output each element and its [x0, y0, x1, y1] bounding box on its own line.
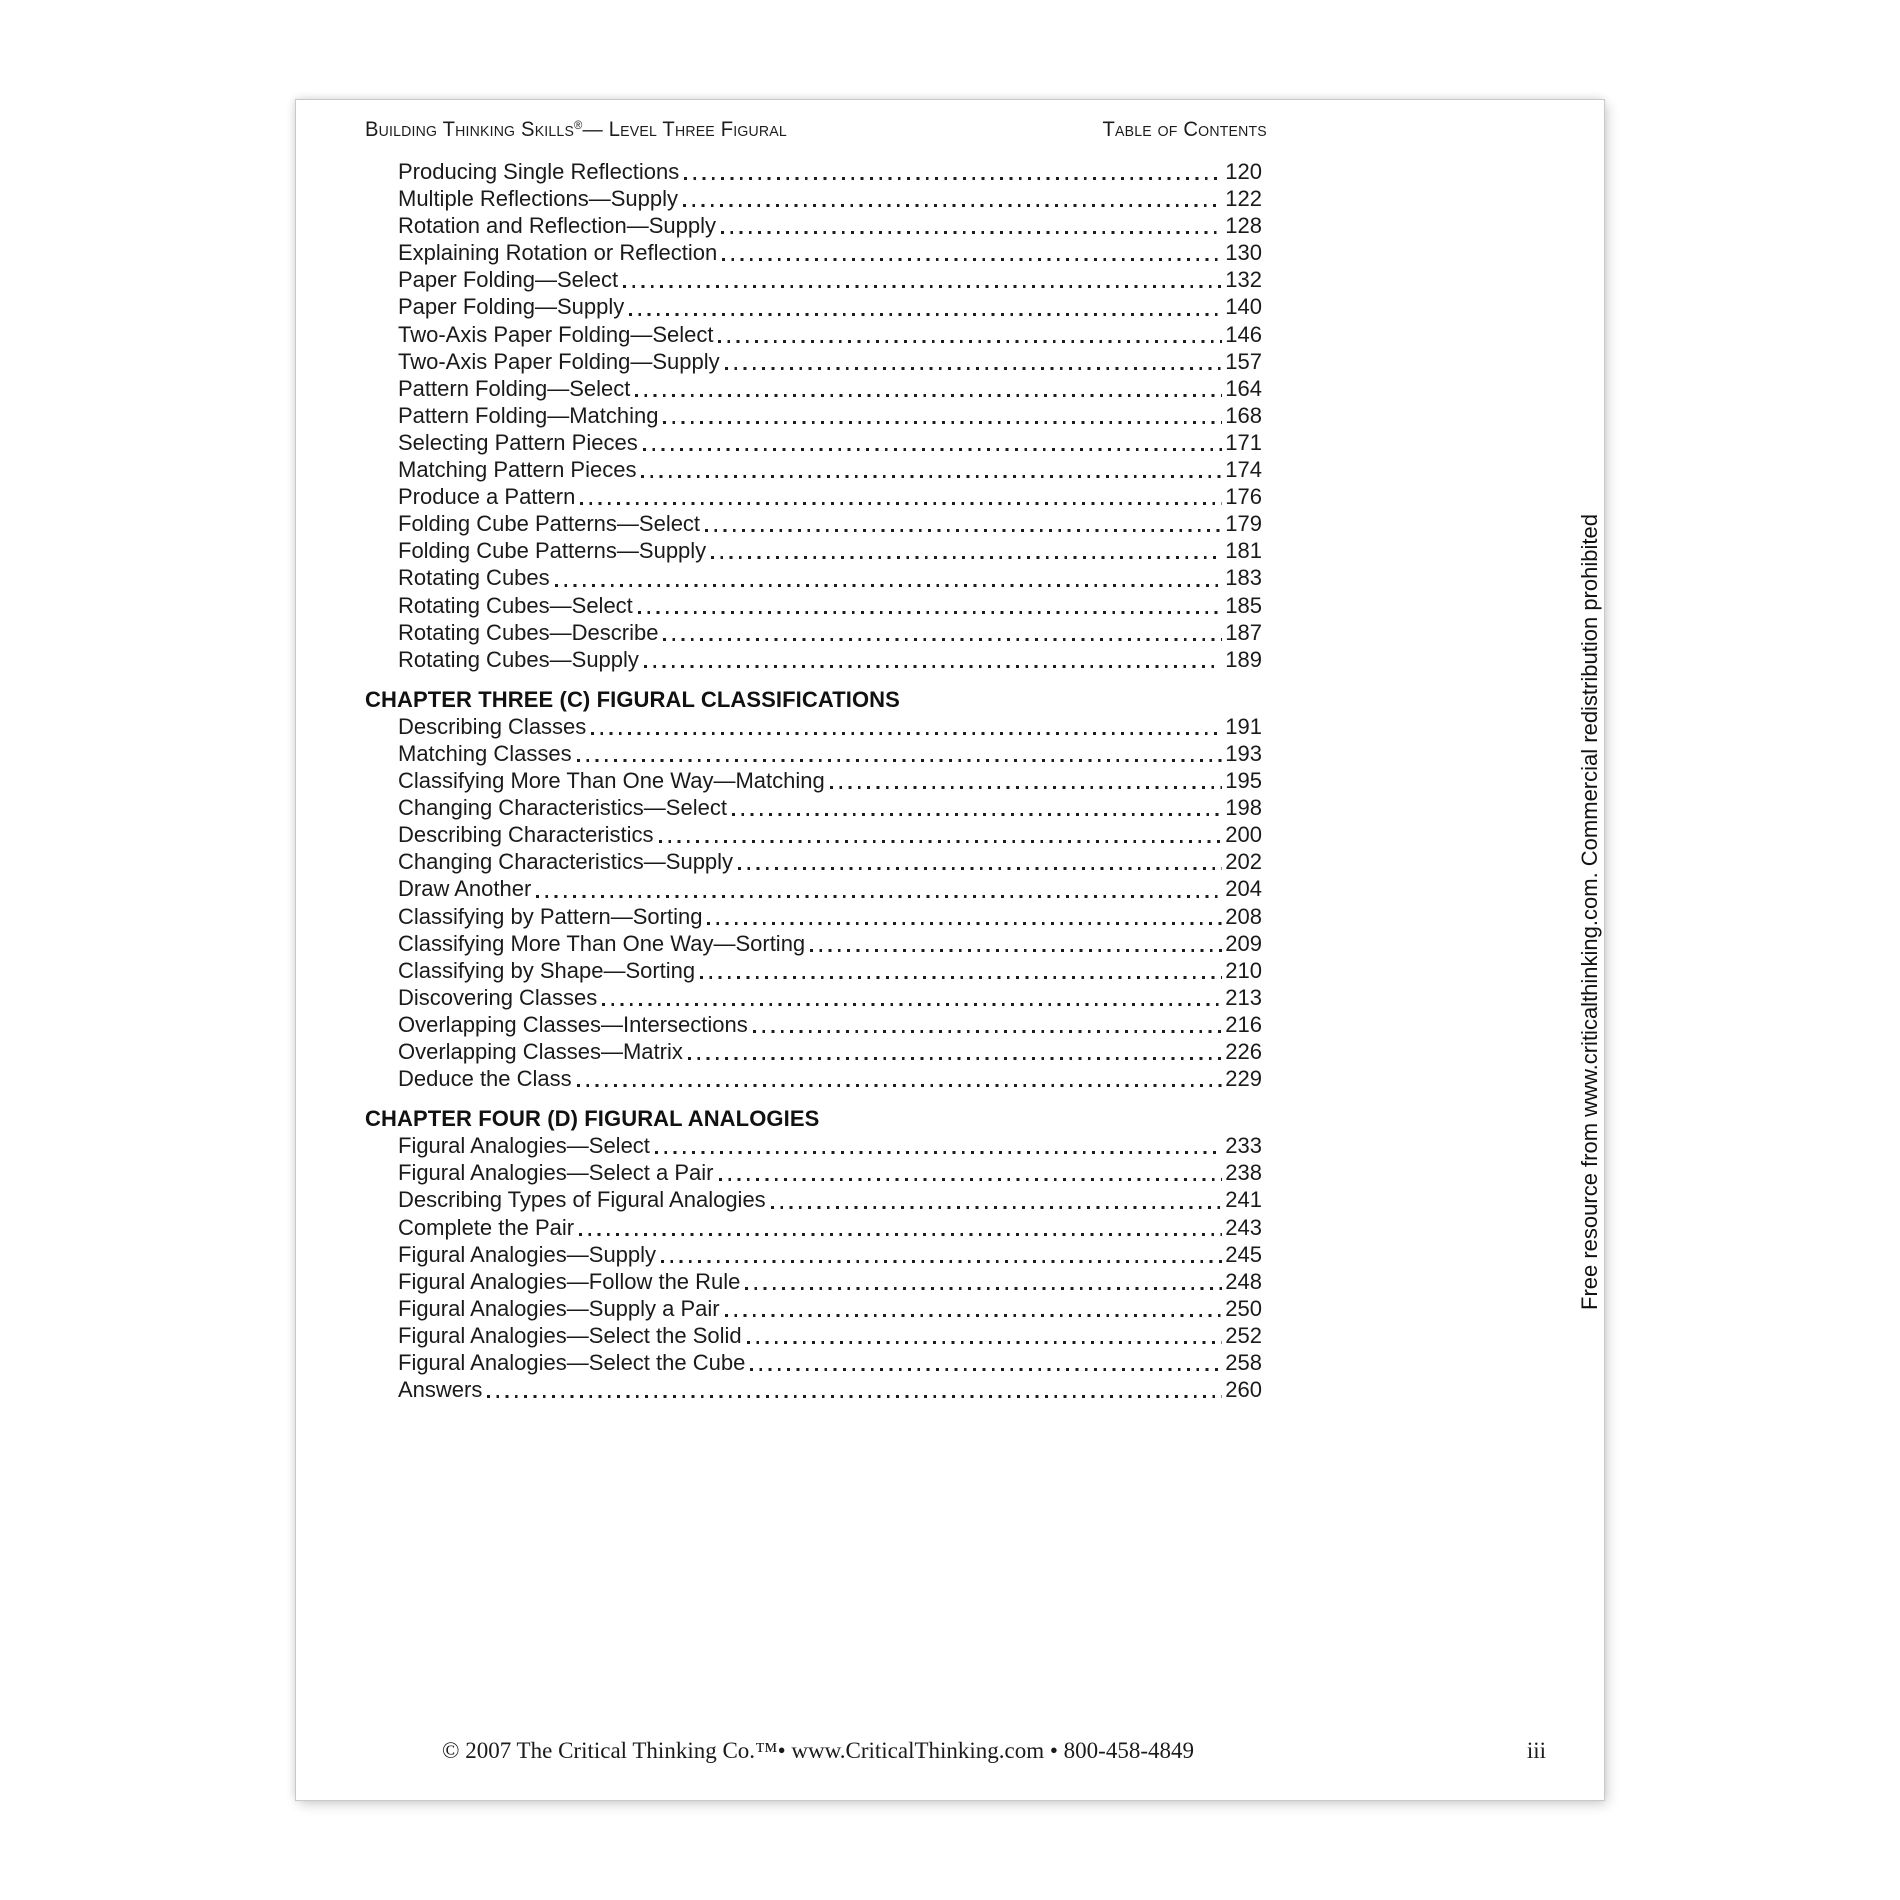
dot-leader: [555, 584, 1223, 587]
toc-entry-page: 164: [1225, 375, 1262, 401]
toc-entry: [365, 713, 1262, 740]
dot-leader: [722, 258, 1222, 261]
rights-notice-vertical: Free resource from www.criticalthinking.com. Commercial redistribution prohibited: [1577, 514, 1602, 1311]
toc-entry: [365, 1349, 1262, 1376]
header-book-title-rest: — Level Three Figural: [582, 117, 787, 141]
toc-entry: [365, 293, 1262, 320]
toc-entry: [365, 1186, 1262, 1213]
dot-leader: [641, 475, 1222, 478]
toc-entry: [365, 984, 1262, 1011]
toc-entry-title: Rotating Cubes—Supply: [398, 646, 639, 672]
dot-leader: [577, 759, 1223, 762]
toc-entry-page: 200: [1225, 822, 1262, 848]
toc-entry-page: 250: [1225, 1295, 1262, 1321]
dot-leader: [719, 1178, 1223, 1181]
toc-entry-title: Two-Axis Paper Folding—Supply: [398, 348, 720, 374]
toc-entry: [365, 957, 1262, 984]
dot-leader: [707, 922, 1222, 925]
toc-entry-title: Matching Pattern Pieces: [398, 457, 637, 483]
dot-leader: [487, 1395, 1222, 1398]
toc-entry: [365, 1322, 1262, 1349]
toc-entry-title: Multiple Reflections—Supply: [398, 186, 679, 212]
header-book-title-main: Building Thinking Skills: [365, 117, 575, 141]
toc-entry-page: 132: [1225, 267, 1262, 293]
dot-leader: [623, 285, 1222, 288]
toc-entry-title: Figural Analogies—Select the Solid: [398, 1322, 742, 1348]
toc-entry-title: Deduce the Class: [398, 1066, 572, 1092]
toc-entry-title: Explaining Rotation or Reflection: [398, 240, 718, 266]
toc-entry: [365, 1214, 1262, 1241]
header-book-title: [365, 112, 787, 142]
toc-entry-title: Selecting Pattern Pieces: [398, 429, 638, 455]
toc-entry: [365, 1065, 1262, 1092]
chapter-heading: CHAPTER THREE (C) FIGURAL CLASSIFICATIONS: [365, 686, 900, 712]
dot-leader: [747, 1341, 1223, 1344]
dot-leader: [663, 638, 1222, 641]
toc-entry-title: Classifying by Shape—Sorting: [398, 957, 696, 983]
dot-leader: [579, 1233, 1222, 1236]
toc-entry: [365, 821, 1262, 848]
toc-entry-title: Figural Analogies—Follow the Rule: [398, 1268, 741, 1294]
toc-entry-page: 202: [1225, 849, 1262, 875]
toc-entry-page: 171: [1225, 429, 1262, 455]
toc-entry-page: 243: [1225, 1214, 1262, 1240]
toc-entry: [365, 239, 1262, 266]
dot-leader: [810, 949, 1222, 952]
toc-entry-page: 216: [1225, 1011, 1262, 1037]
toc-entry: [365, 646, 1262, 673]
toc-entry: [365, 848, 1262, 875]
toc-entry-title: Figural Analogies—Select a Pair: [398, 1160, 714, 1186]
toc-entry-title: Rotation and Reflection—Supply: [398, 213, 716, 239]
toc-entry: [365, 875, 1262, 902]
toc-entry: [365, 740, 1262, 767]
toc-entry: [365, 903, 1262, 930]
toc-entry-title: Folding Cube Patterns—Supply: [398, 538, 707, 564]
toc-entry: [365, 429, 1262, 456]
dot-leader: [661, 1260, 1222, 1263]
dot-leader: [753, 1030, 1223, 1033]
footer-page-number: iii: [1526, 1738, 1546, 1763]
toc-entry-page: 122: [1225, 186, 1262, 212]
footer-copyright: © 2007 The Critical Thinking Co.™• www.CriticalThinking.com • 800-458-4849: [442, 1738, 1195, 1763]
toc-entry-title: Describing Classes: [398, 713, 587, 739]
toc-entry: [365, 483, 1262, 510]
dot-leader: [688, 1057, 1222, 1060]
dot-leader: [580, 502, 1222, 505]
toc-entry-page: 191: [1225, 713, 1262, 739]
dot-leader: [750, 1368, 1222, 1371]
toc-entry-title: Pattern Folding—Matching: [398, 402, 659, 428]
toc-entry-title: Figural Analogies—Select: [398, 1133, 650, 1159]
toc-entry-page: 157: [1225, 348, 1262, 374]
toc-entry-title: Overlapping Classes—Intersections: [398, 1011, 748, 1037]
toc-entry: [365, 321, 1262, 348]
header-section-label: Table of Contents: [1102, 117, 1267, 141]
dot-leader: [700, 976, 1222, 979]
toc-entry-page: 248: [1225, 1268, 1262, 1294]
dot-leader: [721, 231, 1222, 234]
toc-entry: [365, 266, 1262, 293]
toc-entry-page: 130: [1225, 240, 1262, 266]
dot-leader: [684, 177, 1222, 180]
toc-entry: [365, 510, 1262, 537]
toc-entry: [365, 212, 1262, 239]
toc-entry-title: Describing Characteristics: [398, 822, 654, 848]
toc-section: [365, 1105, 1262, 1403]
dot-leader: [659, 840, 1223, 843]
toc-entry-title: Matching Classes: [398, 740, 572, 766]
dot-leader: [655, 1151, 1222, 1154]
chapter-heading: CHAPTER FOUR (D) FIGURAL ANALOGIES: [365, 1106, 820, 1132]
dot-leader: [771, 1206, 1223, 1209]
toc-entry-page: 183: [1225, 565, 1262, 591]
toc-entry-page: 209: [1225, 930, 1262, 956]
toc-section: [365, 686, 1262, 1092]
toc-entry-title: Paper Folding—Supply: [398, 294, 625, 320]
toc-entry-title: Paper Folding—Select: [398, 267, 619, 293]
toc-entry-title: Classifying More Than One Way—Matching: [398, 768, 825, 794]
toc-entry: [365, 158, 1262, 185]
toc-entry-page: 233: [1225, 1133, 1262, 1159]
dot-leader: [644, 665, 1216, 668]
page-footer: [442, 1738, 1546, 1764]
toc-entry: [365, 1038, 1262, 1065]
toc-entry: [365, 592, 1262, 619]
toc: [365, 158, 1262, 1403]
toc-entry-page: 179: [1225, 511, 1262, 537]
toc-entry: [365, 402, 1262, 429]
dot-leader: [577, 1084, 1223, 1087]
toc-entry: [365, 1132, 1262, 1159]
toc-entry-page: 260: [1225, 1377, 1262, 1403]
toc-entry-title: Pattern Folding—Select: [398, 375, 631, 401]
toc-entry: [365, 1376, 1262, 1403]
toc-entry: [365, 1241, 1262, 1268]
toc-entry-page: 181: [1225, 538, 1262, 564]
dot-leader: [683, 204, 1222, 207]
toc-entry-title: Discovering Classes: [398, 984, 598, 1010]
toc-entry-page: 213: [1225, 984, 1262, 1010]
toc-entry-title: Classifying by Pattern—Sorting: [398, 903, 703, 929]
toc-entry: [365, 185, 1262, 212]
toc-entry-title: Producing Single Reflections: [398, 159, 680, 184]
dot-leader: [705, 529, 1222, 532]
toc-entry-title: Rotating Cubes—Describe: [398, 619, 659, 645]
dot-leader: [629, 313, 1222, 316]
toc-entry-page: 241: [1225, 1187, 1262, 1213]
toc-entry-page: 174: [1225, 457, 1262, 483]
toc-entry-page: 140: [1225, 294, 1262, 320]
toc-entry-page: 229: [1225, 1066, 1262, 1092]
toc-entry-title: Describing Types of Figural Analogies: [398, 1187, 766, 1213]
section-entries: [365, 158, 1262, 673]
toc-entry-page: 210: [1225, 957, 1262, 983]
dot-leader: [718, 340, 1222, 343]
toc-entry-title: Answers: [398, 1377, 483, 1403]
toc-entry-page: 195: [1225, 768, 1262, 794]
toc-entry: [365, 537, 1262, 564]
toc-entry: [365, 1159, 1262, 1186]
toc-entry-page: 226: [1225, 1039, 1262, 1064]
dot-leader: [643, 448, 1223, 451]
toc-entry-title: Figural Analogies—Select the Cube: [398, 1350, 746, 1376]
dot-leader: [536, 895, 1222, 898]
toc-entry-page: 120: [1225, 159, 1262, 184]
toc-entry: [365, 767, 1262, 794]
toc-entry: [365, 1011, 1262, 1038]
dot-leader: [602, 1003, 1222, 1006]
toc-entry-title: Figural Analogies—Supply a Pair: [398, 1295, 720, 1321]
toc-entry-title: Complete the Pair: [398, 1214, 575, 1240]
toc-entry: [365, 930, 1262, 957]
toc-entry-page: 168: [1225, 402, 1262, 428]
section-entries: [365, 713, 1262, 1092]
toc-entry-title: Figural Analogies—Supply: [398, 1241, 657, 1267]
toc-entry: [365, 456, 1262, 483]
toc-entry-page: 258: [1225, 1350, 1262, 1376]
toc-entry-page: 204: [1225, 876, 1262, 902]
toc-entry-title: Produce a Pattern: [398, 484, 576, 510]
toc-entry-page: 189: [1219, 646, 1262, 672]
dot-leader: [745, 1287, 1222, 1290]
dot-leader: [635, 394, 1222, 397]
toc-section: [365, 158, 1262, 673]
toc-entry-page: 176: [1225, 484, 1262, 510]
book-page: [296, 100, 1604, 1800]
toc-entry: [365, 619, 1262, 646]
toc-entry-title: Rotating Cubes: [398, 565, 550, 591]
toc-entry-title: Folding Cube Patterns—Select: [398, 511, 701, 537]
toc-entry: [365, 794, 1262, 821]
toc-entry-page: 187: [1225, 619, 1262, 645]
toc-entry-page: 252: [1225, 1322, 1262, 1348]
toc-entry-title: Changing Characteristics—Select: [398, 795, 727, 821]
toc-entry-title: Overlapping Classes—Matrix: [398, 1039, 683, 1064]
toc-entry: [365, 375, 1262, 402]
toc-entry: [365, 1268, 1262, 1295]
registered-trademark-icon: ®: [574, 118, 583, 132]
dot-leader: [663, 421, 1222, 424]
toc-entry-page: 128: [1225, 213, 1262, 239]
dot-leader: [738, 867, 1222, 870]
dot-leader: [830, 786, 1223, 789]
dot-leader: [591, 732, 1222, 735]
toc-entry-title: Rotating Cubes—Select: [398, 592, 633, 618]
toc-entry-page: 146: [1225, 321, 1262, 347]
toc-entry: [365, 348, 1262, 375]
dot-leader: [725, 1314, 1223, 1317]
running-header: [365, 112, 1267, 142]
toc-entry-page: 208: [1225, 903, 1262, 929]
toc-entry-page: 245: [1225, 1241, 1262, 1267]
dot-leader: [725, 367, 1223, 370]
dot-leader: [732, 813, 1222, 816]
section-entries: [365, 1132, 1262, 1403]
toc-entry: [365, 1295, 1262, 1322]
toc-entry-page: 198: [1225, 795, 1262, 821]
toc-entry-title: Draw Another: [398, 876, 532, 902]
toc-entry-title: Changing Characteristics—Supply: [398, 849, 734, 875]
dot-leader: [638, 611, 1222, 614]
toc-entry-title: Two-Axis Paper Folding—Select: [398, 321, 714, 347]
toc-entry-page: 238: [1225, 1160, 1262, 1186]
dot-leader: [711, 556, 1222, 559]
toc-entry: [365, 564, 1262, 591]
toc-entry-page: 193: [1225, 740, 1262, 766]
toc-entry-title: Classifying More Than One Way—Sorting: [398, 930, 806, 956]
toc-entry-page: 185: [1225, 592, 1262, 618]
